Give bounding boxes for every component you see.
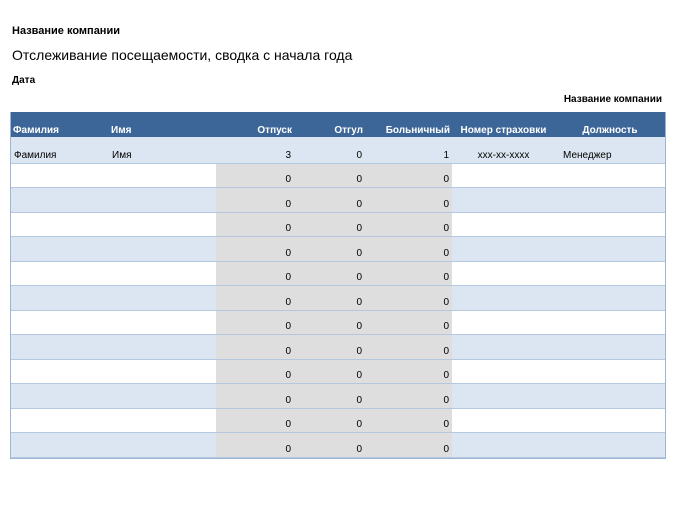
table-row — [11, 188, 665, 213]
cell-last-name[interactable] — [11, 212, 109, 237]
cell-sick[interactable]: 0 — [365, 359, 452, 384]
column-header-vacation[interactable]: Отпуск — [257, 125, 292, 136]
cell-position[interactable] — [555, 335, 665, 360]
cell-time-off[interactable]: 0 — [294, 163, 365, 188]
cell-last-name[interactable] — [11, 188, 109, 213]
cell-last-name[interactable] — [11, 408, 109, 433]
cell-insurance[interactable] — [452, 335, 555, 360]
table-row — [11, 408, 665, 433]
cell-vacation[interactable]: 0 — [216, 384, 294, 409]
cell-last-name[interactable]: Фамилия — [11, 137, 109, 163]
cell-time-off[interactable]: 0 — [294, 310, 365, 335]
cell-sick[interactable]: 0 — [365, 163, 452, 188]
cell-time-off[interactable]: 0 — [294, 261, 365, 286]
cell-time-off[interactable]: 0 — [294, 408, 365, 433]
cell-position[interactable] — [555, 359, 665, 384]
table-row — [11, 212, 665, 237]
cell-last-name[interactable] — [11, 310, 109, 335]
cell-last-name[interactable] — [11, 384, 109, 409]
cell-first-name[interactable] — [109, 163, 216, 188]
cell-time-off[interactable]: 0 — [294, 335, 365, 360]
cell-sick[interactable]: 0 — [365, 261, 452, 286]
table-row — [11, 137, 665, 163]
cell-last-name[interactable] — [11, 261, 109, 286]
cell-vacation[interactable]: 0 — [216, 335, 294, 360]
company-name-right: Название компании — [563, 94, 662, 105]
cell-sick[interactable]: 0 — [365, 384, 452, 409]
cell-first-name[interactable] — [109, 237, 216, 262]
cell-insurance[interactable] — [452, 261, 555, 286]
cell-last-name[interactable] — [11, 359, 109, 384]
table-header-row — [11, 112, 665, 137]
cell-position[interactable] — [555, 433, 665, 458]
cell-vacation[interactable]: 0 — [216, 261, 294, 286]
cell-time-off[interactable]: 0 — [294, 384, 365, 409]
column-header-sick[interactable]: Больничный — [385, 125, 450, 136]
cell-position[interactable] — [555, 408, 665, 433]
cell-first-name[interactable] — [109, 212, 216, 237]
cell-vacation[interactable]: 0 — [216, 237, 294, 262]
cell-insurance[interactable] — [452, 433, 555, 458]
column-header-time-off[interactable]: Отгул — [334, 125, 363, 136]
cell-first-name[interactable] — [109, 335, 216, 360]
column-header-insurance[interactable]: Номер страховки — [460, 125, 547, 136]
cell-vacation[interactable]: 0 — [216, 212, 294, 237]
table-row — [11, 384, 665, 409]
cell-first-name[interactable] — [109, 408, 216, 433]
cell-first-name[interactable] — [109, 359, 216, 384]
cell-time-off[interactable]: 0 — [294, 286, 365, 311]
column-header-first-name[interactable]: Имя — [111, 125, 132, 136]
cell-vacation[interactable]: 0 — [216, 188, 294, 213]
column-header-last-name[interactable]: Фамилия — [13, 125, 59, 136]
cell-first-name[interactable]: Имя — [109, 137, 216, 163]
page-title: Отслеживание посещаемости, сводка с начала года — [12, 47, 353, 63]
cell-time-off[interactable]: 0 — [294, 359, 365, 384]
cell-sick[interactable]: 0 — [365, 188, 452, 213]
cell-sick[interactable]: 0 — [365, 408, 452, 433]
cell-first-name[interactable] — [109, 310, 216, 335]
cell-last-name[interactable] — [11, 163, 109, 188]
cell-first-name[interactable] — [109, 286, 216, 311]
cell-vacation[interactable]: 0 — [216, 286, 294, 311]
cell-vacation[interactable]: 0 — [216, 408, 294, 433]
company-name: Название компании — [12, 25, 120, 37]
cell-position[interactable] — [555, 384, 665, 409]
table-row — [11, 335, 665, 360]
attendance-table — [11, 112, 665, 458]
cell-vacation[interactable]: 0 — [216, 359, 294, 384]
cell-sick[interactable]: 0 — [365, 335, 452, 360]
cell-first-name[interactable] — [109, 384, 216, 409]
table-row — [11, 286, 665, 311]
cell-sick[interactable]: 1 — [365, 137, 452, 163]
cell-insurance[interactable] — [452, 286, 555, 311]
table-row — [11, 163, 665, 188]
cell-first-name[interactable] — [109, 188, 216, 213]
column-header-position[interactable]: Должность — [582, 125, 638, 136]
cell-insurance[interactable] — [452, 310, 555, 335]
cell-position[interactable] — [555, 212, 665, 237]
cell-insurance[interactable] — [452, 163, 555, 188]
cell-sick[interactable]: 0 — [365, 286, 452, 311]
cell-insurance[interactable] — [452, 384, 555, 409]
cell-last-name[interactable] — [11, 237, 109, 262]
cell-position[interactable] — [555, 286, 665, 311]
cell-first-name[interactable] — [109, 433, 216, 458]
cell-vacation[interactable]: 0 — [216, 310, 294, 335]
cell-insurance[interactable] — [452, 408, 555, 433]
cell-position[interactable] — [555, 163, 665, 188]
cell-time-off[interactable]: 0 — [294, 433, 365, 458]
cell-insurance[interactable] — [452, 237, 555, 262]
cell-sick[interactable]: 0 — [365, 237, 452, 262]
table-row — [11, 310, 665, 335]
cell-vacation[interactable]: 0 — [216, 433, 294, 458]
date-label: Дата — [12, 75, 36, 86]
cell-sick[interactable]: 0 — [365, 212, 452, 237]
table-row — [11, 261, 665, 286]
table-row — [11, 359, 665, 384]
cell-position[interactable] — [555, 188, 665, 213]
cell-insurance[interactable] — [452, 212, 555, 237]
table-row — [11, 433, 665, 458]
table-body — [11, 137, 665, 457]
cell-insurance[interactable]: xxx-xx-xxxx — [452, 137, 555, 163]
cell-position[interactable] — [555, 261, 665, 286]
cell-last-name[interactable] — [11, 433, 109, 458]
cell-position[interactable] — [555, 310, 665, 335]
cell-position[interactable]: Менеджер — [555, 137, 665, 163]
cell-time-off[interactable]: 0 — [294, 137, 365, 163]
attendance-table-container — [10, 112, 666, 459]
cell-first-name[interactable] — [109, 261, 216, 286]
cell-vacation[interactable]: 3 — [216, 137, 294, 163]
cell-time-off[interactable]: 0 — [294, 212, 365, 237]
table-row — [11, 237, 665, 262]
cell-sick[interactable]: 0 — [365, 433, 452, 458]
cell-last-name[interactable] — [11, 335, 109, 360]
cell-sick[interactable]: 0 — [365, 310, 452, 335]
cell-last-name[interactable] — [11, 286, 109, 311]
cell-time-off[interactable]: 0 — [294, 188, 365, 213]
cell-insurance[interactable] — [452, 359, 555, 384]
cell-position[interactable] — [555, 237, 665, 262]
cell-time-off[interactable]: 0 — [294, 237, 365, 262]
cell-vacation[interactable]: 0 — [216, 163, 294, 188]
cell-insurance[interactable] — [452, 188, 555, 213]
